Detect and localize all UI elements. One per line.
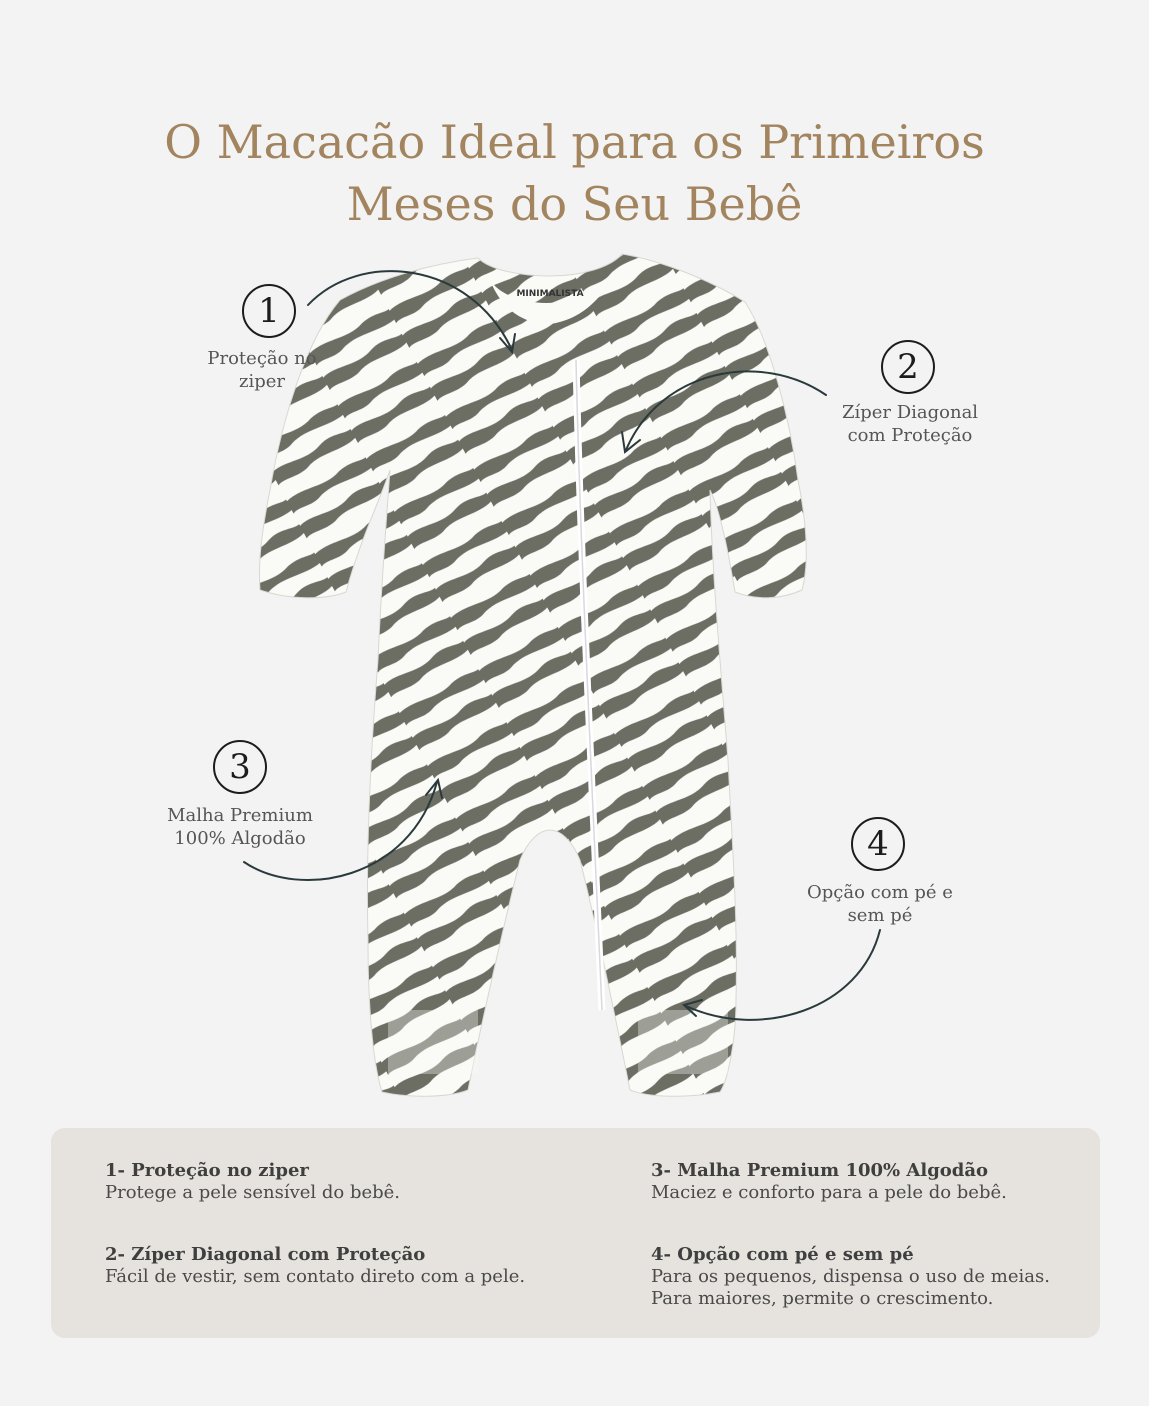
callout-1-line-2: ziper (238, 371, 286, 392)
features-panel (51, 1128, 1100, 1338)
page-title (0, 111, 1149, 235)
feature-4-title: 4- Opção com pé e sem pé (651, 1244, 914, 1265)
callout-3-label (150, 804, 330, 850)
callout-1-label (182, 347, 342, 393)
callout-4-label (790, 881, 970, 927)
callout-4-number-badge: 4 (851, 817, 905, 871)
callout-3-line-2: 100% Algodão (174, 828, 306, 849)
callout-2-label (820, 401, 1000, 447)
neck-label: MINIMALISTA (516, 289, 584, 299)
page-title-line-1: O Macacão Ideal para os Primeiros (164, 114, 985, 169)
feature-1 (105, 1160, 605, 1204)
feature-3 (651, 1160, 1091, 1204)
callout-2-line-1: Zíper Diagonal (841, 402, 979, 423)
feature-2-title: 2- Zíper Diagonal com Proteção (105, 1244, 426, 1265)
callout-1-number-badge: 1 (242, 284, 296, 338)
feature-2-description: Fácil de vestir, sem contato direto com a pele. (105, 1266, 526, 1287)
callout-4-line-1: Opção com pé e (807, 882, 953, 903)
feature-4 (651, 1244, 1091, 1310)
feature-4-description-line-1: Para os pequenos, dispensa o uso de meias. (651, 1266, 1050, 1287)
callout-1-line-1: Proteção no (207, 348, 317, 369)
page-title-line-2: Meses do Seu Bebê (346, 176, 803, 231)
feature-1-description: Protege a pele sensível do bebê. (105, 1182, 401, 1203)
callout-4-line-2: sem pé (847, 905, 913, 926)
callout-3-number-badge: 3 (213, 740, 267, 794)
callout-2-line-2: com Proteção (847, 425, 973, 446)
feature-3-title: 3- Malha Premium 100% Algodão (651, 1160, 989, 1181)
feature-2 (105, 1244, 625, 1288)
feature-3-description: Maciez e conforto para a pele do bebê. (651, 1182, 1007, 1203)
feature-1-title: 1- Proteção no ziper (105, 1160, 309, 1181)
feature-4-description-line-2: Para maiores, permite o crescimento. (651, 1288, 994, 1309)
callout-2-number-badge: 2 (881, 340, 935, 394)
callout-3-line-1: Malha Premium (167, 805, 313, 826)
